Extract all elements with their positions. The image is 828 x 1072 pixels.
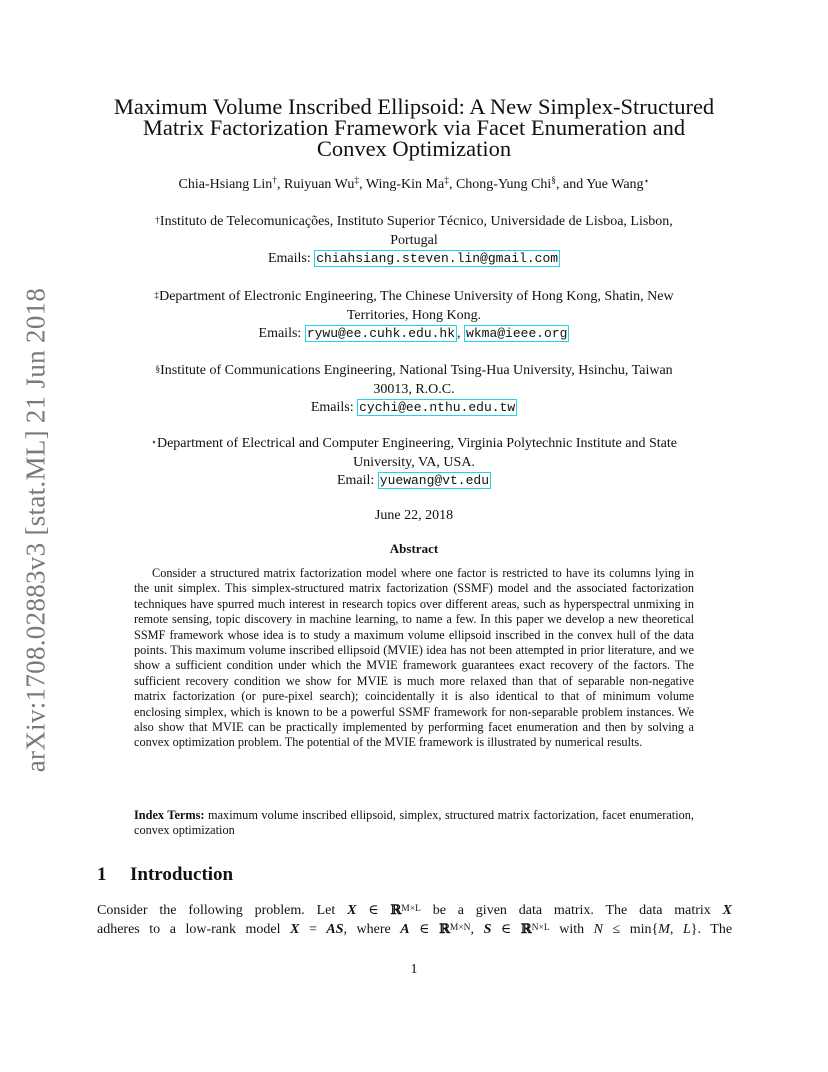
email-label: Emails:	[258, 326, 305, 341]
author-name: Wing-Kin Ma	[365, 177, 445, 192]
affiliation-text: Portugal	[390, 232, 438, 248]
title-line: Maximum Volume Inscribed Ellipsoid: A New Simplex-Structured	[113, 94, 715, 119]
author-name: Chia-Hsiang Lin	[178, 177, 273, 192]
author-name: Ruiyuan Wu	[283, 177, 355, 192]
email-link[interactable]: wkma@ieee.org	[466, 326, 568, 341]
arxiv-identifier: arXiv:1708.02883v3 [stat.ML] 21 Jun 2018	[20, 287, 51, 773]
affiliation-mark: ⋆	[151, 438, 157, 448]
affiliation-lisboa	[110, 213, 718, 269]
author-list	[0, 177, 828, 193]
email-label: Email:	[336, 473, 378, 488]
affiliation-mark: †	[272, 176, 277, 186]
intro-line: Consider the following problem. Let X ∈ ℝ$^{M\times L}$ be a given data matrix. The data matrix X	[97, 903, 732, 918]
publication-date: June 22, 2018	[374, 508, 454, 523]
affiliation-text: Territories, Hong Kong.	[346, 307, 482, 323]
affiliation-cuhk: ‡Department of Electronic Engineering, The Chinese University of Hong Kong, Shatin, New Territories, Hong Kong. Emails: rywu@ee.cuhk.edu.hk , wkma@ieee.org	[110, 288, 718, 344]
affiliation-mark: ‡	[444, 176, 449, 186]
affiliation-text: Institute of Communications Engineering, National Tsing-Hua University, Hsinchu, Taiwan	[160, 363, 673, 378]
author-name: Yue Wang	[586, 177, 644, 192]
affiliation-mark: ‡	[354, 176, 360, 186]
affiliation-text: Department of Electronic Engineering, The Chinese University of Hong Kong, Shatin, New	[159, 289, 674, 304]
email-link[interactable]: rywu@ee.cuhk.edu.hk	[306, 326, 456, 341]
author-separator: ,	[448, 177, 456, 192]
index-terms-label: Index Terms:	[134, 808, 205, 822]
affiliation-text: University, VA, USA.	[353, 454, 475, 470]
affiliation-mark: ⋆	[643, 177, 650, 187]
affiliation-virginia-tech	[100, 435, 728, 491]
title-line: Convex Optimization	[316, 136, 512, 161]
page-number: 1	[410, 962, 418, 977]
email-link[interactable]: yuewang@vt.edu	[379, 473, 490, 488]
section-number: 1	[97, 864, 107, 885]
email-link[interactable]: chiahsiang.steven.lin@gmail.com	[316, 251, 559, 266]
email-link[interactable]: cychi@ee.nthu.edu.tw	[359, 400, 516, 415]
abstract-text: Consider a structured matrix factorization model where one factor is restricted to have its columns lying in the unit simplex. This simplex-structured matrix factorization (SSMF) model and the associated factorization techniques have spurred much interest in research topics over different areas, such as hyperspectral unmixing in remote sensing, topic discovery in machine learning, to name a few. In this paper we develop a new theoretical SSMF framework whose idea is to study a maximum volume ellipsoid inscribed in the convex hull of the data points. This maximum volume inscribed ellipsoid (MVIE) idea has not been attempted in prior literature, and we show a sufficient condition under which the MVIE framework guarantees exact recovery of the factors. The sufficient recovery condition we show for MVIE is much more relaxed than that of separable non-negative matrix factorization (or pure-pixel search); coincidentally it is also identical to that of minimum volume enclosing simplex, which is known to be a powerful SSMF framework for non-separable problem instances. We also show that MVIE can be practically implemented by performing facet enumeration and then by solving a convex optimization problem. The potential of the MVIE framework is illustrated by numerical results.	[134, 566, 694, 750]
author-name: Chong-Yung Chi	[455, 177, 552, 192]
abstract-heading: Abstract	[389, 541, 439, 556]
intro-paragraph	[97, 901, 732, 939]
affiliation-mark: §	[551, 176, 556, 186]
affiliation-nthu	[110, 362, 718, 418]
affiliation-text: Department of Electrical and Computer Engineering, Virginia Polytechnic Institute and State	[156, 436, 677, 451]
intro-line: adheres to a low-rank model X = AS, where A ∈ ℝ$^{M\times N}$, S ∈ ℝ$^{N\times L}$ with N ≤ min{M, L}. The	[97, 922, 733, 937]
affiliation-mark: †	[155, 216, 160, 226]
affiliation-mark: ‡	[154, 291, 160, 301]
paper-title	[0, 96, 828, 159]
email-label: Emails:	[267, 251, 315, 266]
email-label: Emails:	[310, 400, 358, 415]
author-separator: ,	[276, 177, 284, 192]
affiliation-text: 30013, R.O.C.	[373, 381, 455, 397]
section-title: Introduction	[130, 864, 234, 885]
index-terms-text: maximum volume inscribed ellipsoid, simplex, structured matrix factorization, facet enumeration, convex optimization	[134, 808, 694, 838]
affiliation-text: Instituto de Telecomunicações, Instituto Superior Técnico, Universidade de Lisboa, Lisbon,	[159, 214, 673, 229]
title-line: Matrix Factorization Framework via Facet Enumeration and	[142, 115, 686, 140]
index-terms	[134, 808, 694, 839]
affiliation-mark: §	[155, 365, 161, 375]
author-separator: , and	[556, 177, 587, 192]
section-heading	[97, 864, 233, 886]
author-separator: ,	[359, 177, 366, 192]
